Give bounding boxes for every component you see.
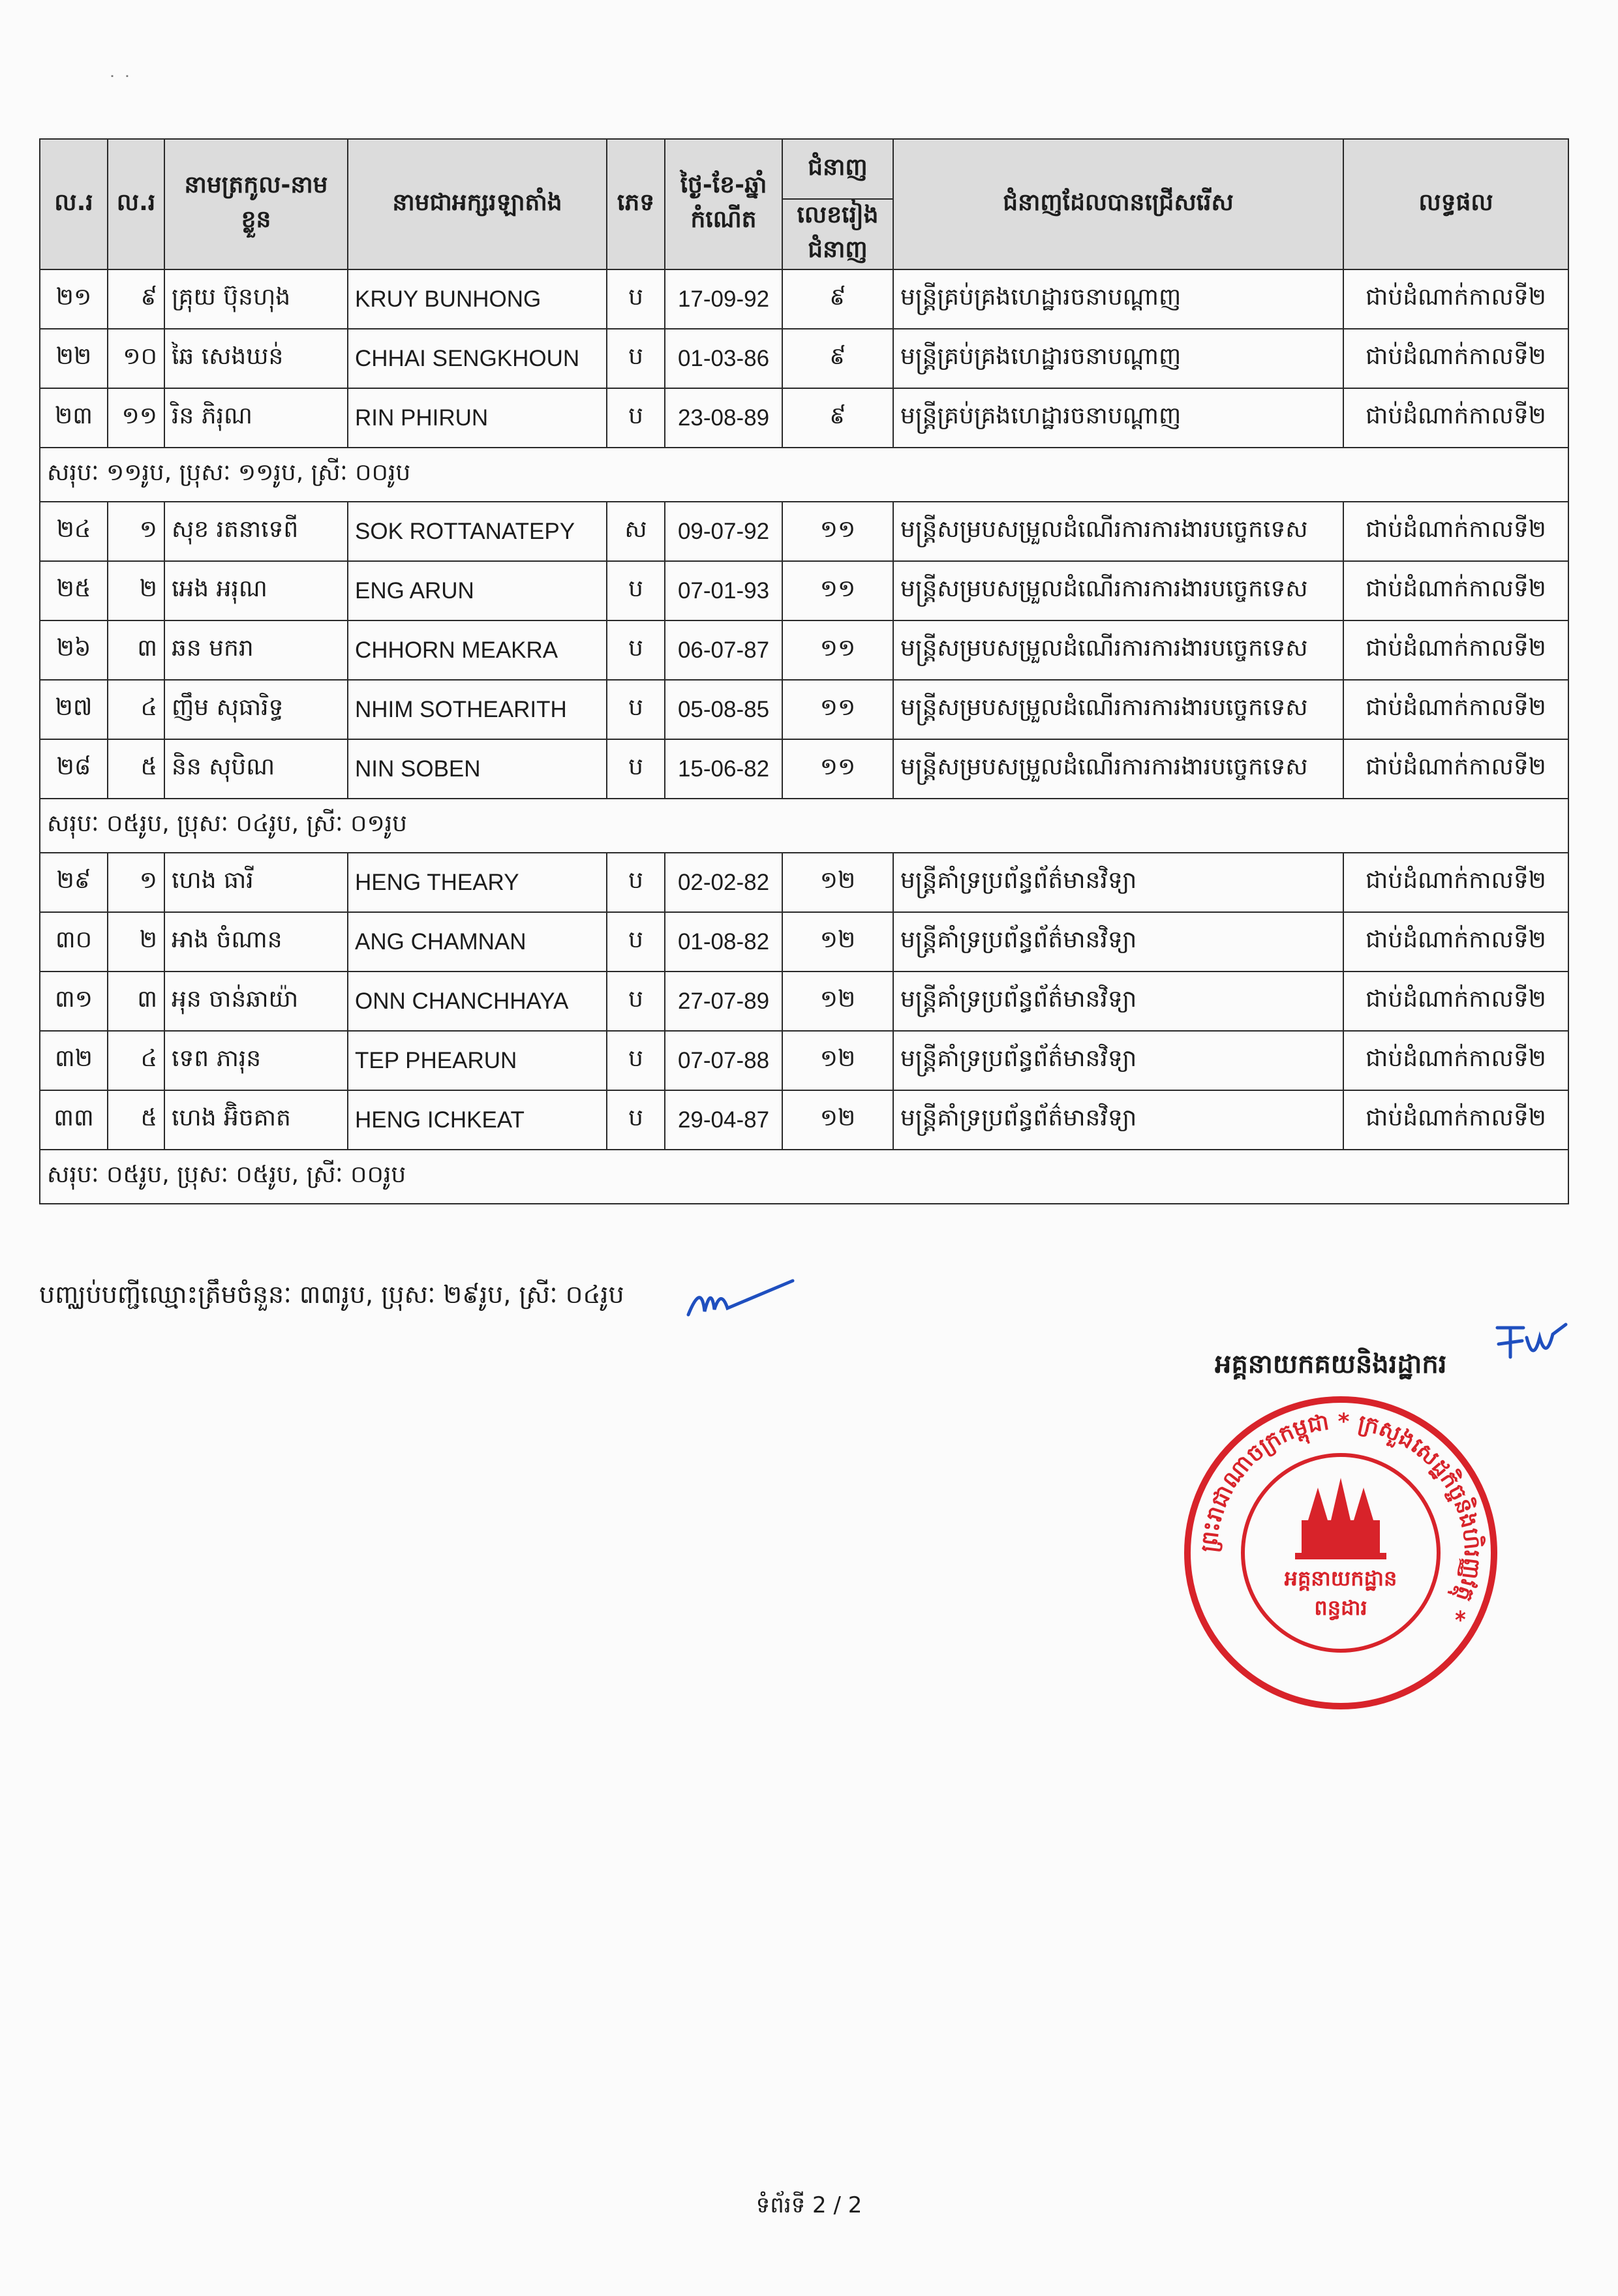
cell-name-latin: NIN SOBEN <box>348 739 607 799</box>
cell-no2: ១ <box>108 502 164 561</box>
cell-sex: ប <box>607 739 665 799</box>
cell-skill: មន្ត្រីសម្របសម្រួលដំណើរការការងារបច្ចេកទេស <box>893 561 1343 620</box>
cell-dob: 09-07-92 <box>665 502 782 561</box>
cell-name-latin: CHHORN MEAKRA <box>348 620 607 680</box>
cell-skill: មន្ត្រីគាំទ្រប្រព័ន្ធព័ត៌មានវិទ្យា <box>893 912 1343 972</box>
seal-center-line1: អគ្គនាយកដ្ឋាន <box>1284 1566 1397 1591</box>
cell-result: ជាប់ដំណាក់កាលទី២ <box>1343 329 1568 388</box>
cell-dob: 02-02-82 <box>665 853 782 912</box>
cell-name-latin: RIN PHIRUN <box>348 388 607 448</box>
cell-skill-no: ១២ <box>782 972 893 1031</box>
cell-dob: 01-08-82 <box>665 912 782 972</box>
cell-skill-no: ១២ <box>782 853 893 912</box>
official-seal <box>1178 1390 1504 1716</box>
cell-skill: មន្ត្រីគាំទ្រប្រព័ន្ធព័ត៌មានវិទ្យា <box>893 1031 1343 1090</box>
cell-sex: ប <box>607 269 665 329</box>
cell-no: ២៤ <box>40 502 108 561</box>
cell-sex: ប <box>607 620 665 680</box>
cell-no: ៣២ <box>40 1031 108 1090</box>
cell-no: ៣១ <box>40 972 108 1031</box>
cell-skill: មន្ត្រីសម្របសម្រួលដំណើរការការងារបច្ចេកទេស <box>893 620 1343 680</box>
cell-skill-no: ៩ <box>782 269 893 329</box>
cell-no: ៣០ <box>40 912 108 972</box>
cell-no2: ៣ <box>108 972 164 1031</box>
cell-no2: ៥ <box>108 1090 164 1150</box>
cell-skill-no: ១២ <box>782 1031 893 1090</box>
cell-skill-no: ១១ <box>782 561 893 620</box>
header-no: ល.រ <box>40 139 108 269</box>
cell-name-kh: ឆៃ សេងឃន់ <box>164 329 348 388</box>
cell-dob: 07-07-88 <box>665 1031 782 1090</box>
table-row <box>40 680 1568 739</box>
header-result: លទ្ធផល <box>1343 139 1568 269</box>
cell-no: ២៧ <box>40 680 108 739</box>
cell-sex: ប <box>607 1090 665 1150</box>
cell-name-latin: ANG CHAMNAN <box>348 912 607 972</box>
cell-skill-no: ១១ <box>782 502 893 561</box>
table-row <box>40 620 1568 680</box>
cell-name-kh: ទេព ភារុន <box>164 1031 348 1090</box>
cell-no: ២៥ <box>40 561 108 620</box>
cell-sex: ស <box>607 502 665 561</box>
header-skill-no: លេខរៀង ជំនាញ <box>782 199 893 269</box>
cell-result: ជាប់ដំណាក់កាលទី២ <box>1343 269 1568 329</box>
cell-skill: មន្ត្រីគាំទ្រប្រព័ន្ធព័ត៌មានវិទ្យា <box>893 972 1343 1031</box>
cell-skill-no: ៩ <box>782 388 893 448</box>
cell-skill-no: ១១ <box>782 620 893 680</box>
cell-sex: ប <box>607 912 665 972</box>
header-dob: ថ្ងៃ-ខែ-ឆ្នាំ កំណើត <box>665 139 782 269</box>
table-row <box>40 388 1568 448</box>
cell-skill-no: ១១ <box>782 739 893 799</box>
cell-no2: ១០ <box>108 329 164 388</box>
cell-skill-no: ១២ <box>782 912 893 972</box>
cell-result: ជាប់ដំណាក់កាលទី២ <box>1343 972 1568 1031</box>
director-title: អគ្គនាយកគយនិងរដ្ឋាករ <box>1215 1349 1447 1379</box>
group-summary: សរុបៈ ០៥រូប, ប្រុសៈ ០៤រូប, ស្រីៈ ០១រូប <box>40 799 1568 853</box>
header-sex: ភេទ <box>607 139 665 269</box>
cell-skill: មន្ត្រីសម្របសម្រួលដំណើរការការងារបច្ចេកទេស <box>893 502 1343 561</box>
cell-dob: 29-04-87 <box>665 1090 782 1150</box>
cell-skill: មន្ត្រីគ្រប់គ្រងហេដ្ឋារចនាបណ្តាញ <box>893 329 1343 388</box>
table-body <box>40 269 1568 1204</box>
cell-no2: ៣ <box>108 620 164 680</box>
cell-dob: 01-03-86 <box>665 329 782 388</box>
cell-result: ជាប់ដំណាក់កាលទី២ <box>1343 502 1568 561</box>
grand-total-line: បញ្ឈប់បញ្ជីឈ្មោះត្រឹមចំនួនៈ ៣៣រូប, ប្រុសៈ ២៩រូប, ស្រីៈ ០៤រូប <box>39 1280 624 1309</box>
table-row <box>40 1090 1568 1150</box>
cell-result: ជាប់ដំណាក់កាលទី២ <box>1343 1031 1568 1090</box>
cell-name-kh: គ្រុយ ប៊ុនហុង <box>164 269 348 329</box>
cell-name-latin: HENG ICHKEAT <box>348 1090 607 1150</box>
cell-name-kh: សុខ រតនាទេពី <box>164 502 348 561</box>
table-row <box>40 972 1568 1031</box>
cell-name-latin: ONN CHANCHHAYA <box>348 972 607 1031</box>
cell-no2: ៤ <box>108 680 164 739</box>
cell-sex: ប <box>607 972 665 1031</box>
cell-name-latin: NHIM SOTHEARITH <box>348 680 607 739</box>
cell-name-kh: ហេង ធារី <box>164 853 348 912</box>
cell-name-kh: និន សុបិណ <box>164 739 348 799</box>
cell-result: ជាប់ដំណាក់កាលទី២ <box>1343 680 1568 739</box>
cell-no: ២៨ <box>40 739 108 799</box>
cell-name-kh: ហេង អ៊ិចគាត <box>164 1090 348 1150</box>
cell-no: ៣៣ <box>40 1090 108 1150</box>
initial-signature <box>682 1276 799 1328</box>
seal-center-line2: ពន្ធដារ <box>1314 1595 1367 1620</box>
director-initials <box>1491 1318 1569 1370</box>
cell-name-kh: អេង អរុណ <box>164 561 348 620</box>
cell-name-kh: ញឹម សុធារិទ្ធ <box>164 680 348 739</box>
cell-skill-no: ៩ <box>782 329 893 388</box>
cell-no: ២៣ <box>40 388 108 448</box>
page-number: ទំព័រទី 2 / 2 <box>756 2192 862 2218</box>
cell-skill: មន្ត្រីគាំទ្រប្រព័ន្ធព័ត៌មានវិទ្យា <box>893 853 1343 912</box>
cell-sex: ប <box>607 329 665 388</box>
cell-skill-no: ១២ <box>782 1090 893 1150</box>
header-name-kh: នាមត្រកូល-នាមខ្លួន <box>164 139 348 269</box>
cell-no2: ៥ <box>108 739 164 799</box>
cell-sex: ប <box>607 853 665 912</box>
cell-name-latin: TEP PHEARUN <box>348 1031 607 1090</box>
cell-name-latin: HENG THEARY <box>348 853 607 912</box>
table-row <box>40 739 1568 799</box>
cell-sex: ប <box>607 1031 665 1090</box>
results-table <box>39 138 1569 1204</box>
cell-result: ជាប់ដំណាក់កាលទី២ <box>1343 1090 1568 1150</box>
seal-ring-text: ព្រះរាជាណាចក្រកម្ពុជា * ក្រសួងសេដ្ឋកិច្ចនិងហិរញ្ញវត្ថុ * <box>1195 1408 1486 1625</box>
cell-name-kh: ឆន មករា <box>164 620 348 680</box>
cell-result: ជាប់ដំណាក់កាលទី២ <box>1343 912 1568 972</box>
header-skill-group: ជំនាញ <box>782 139 893 199</box>
group-summary-row <box>40 1150 1568 1204</box>
header-no2: ល.រ <box>108 139 164 269</box>
table-row <box>40 1031 1568 1090</box>
cell-dob: 05-08-85 <box>665 680 782 739</box>
cell-name-kh: អុន ចាន់ឆាយ៉ា <box>164 972 348 1031</box>
table-row <box>40 329 1568 388</box>
cell-skill-no: ១១ <box>782 680 893 739</box>
cell-skill: មន្ត្រីគាំទ្រប្រព័ន្ធព័ត៌មានវិទ្យា <box>893 1090 1343 1150</box>
cell-no2: ៤ <box>108 1031 164 1090</box>
group-summary-row <box>40 799 1568 853</box>
cell-name-kh: អាង ចំណាន <box>164 912 348 972</box>
cell-dob: 27-07-89 <box>665 972 782 1031</box>
cell-no2: ១១ <box>108 388 164 448</box>
table-header-row <box>40 139 1568 199</box>
cell-skill: មន្ត្រីគ្រប់គ្រងហេដ្ឋារចនាបណ្តាញ <box>893 388 1343 448</box>
cell-no2: ១ <box>108 853 164 912</box>
table-row <box>40 502 1568 561</box>
cell-no2: ៩ <box>108 269 164 329</box>
cell-dob: 17-09-92 <box>665 269 782 329</box>
cell-result: ជាប់ដំណាក់កាលទី២ <box>1343 853 1568 912</box>
group-summary-row <box>40 448 1568 502</box>
cell-skill: មន្ត្រីគ្រប់គ្រងហេដ្ឋារចនាបណ្តាញ <box>893 269 1343 329</box>
table-row <box>40 561 1568 620</box>
temple-emblem <box>1295 1478 1386 1559</box>
cell-dob: 23-08-89 <box>665 388 782 448</box>
cell-name-kh: រិន ភិរុណ <box>164 388 348 448</box>
cell-no: ២៦ <box>40 620 108 680</box>
cell-name-latin: KRUY BUNHONG <box>348 269 607 329</box>
cell-result: ជាប់ដំណាក់កាលទី២ <box>1343 739 1568 799</box>
cell-dob: 06-07-87 <box>665 620 782 680</box>
cell-no2: ២ <box>108 912 164 972</box>
cell-name-latin: SOK ROTTANATEPY <box>348 502 607 561</box>
cell-no: ២២ <box>40 329 108 388</box>
cell-sex: ប <box>607 680 665 739</box>
cell-name-latin: ENG ARUN <box>348 561 607 620</box>
cell-no: ២៩ <box>40 853 108 912</box>
table-row <box>40 912 1568 972</box>
cell-result: ជាប់ដំណាក់កាលទី២ <box>1343 620 1568 680</box>
cell-no: ២១ <box>40 269 108 329</box>
cell-sex: ប <box>607 388 665 448</box>
cell-name-latin: CHHAI SENGKHOUN <box>348 329 607 388</box>
header-skill-name: ជំនាញដែលបានជ្រើសរើស <box>893 139 1343 269</box>
cell-sex: ប <box>607 561 665 620</box>
cell-dob: 07-01-93 <box>665 561 782 620</box>
cell-result: ជាប់ដំណាក់កាលទី២ <box>1343 561 1568 620</box>
cell-skill: មន្ត្រីសម្របសម្រួលដំណើរការការងារបច្ចេកទេស <box>893 739 1343 799</box>
scan-speck: ˙ ˙ <box>108 72 132 93</box>
group-summary: សរុបៈ ១១រូប, ប្រុសៈ ១១រូប, ស្រីៈ ០០រូប <box>40 448 1568 502</box>
table-row <box>40 269 1568 329</box>
cell-no2: ២ <box>108 561 164 620</box>
cell-dob: 15-06-82 <box>665 739 782 799</box>
cell-skill: មន្ត្រីសម្របសម្រួលដំណើរការការងារបច្ចេកទេស <box>893 680 1343 739</box>
header-name-latin: នាមជាអក្សរឡាតាំង <box>348 139 607 269</box>
table-row <box>40 853 1568 912</box>
cell-result: ជាប់ដំណាក់កាលទី២ <box>1343 388 1568 448</box>
group-summary: សរុបៈ ០៥រូប, ប្រុសៈ ០៥រូប, ស្រីៈ ០០រូប <box>40 1150 1568 1204</box>
